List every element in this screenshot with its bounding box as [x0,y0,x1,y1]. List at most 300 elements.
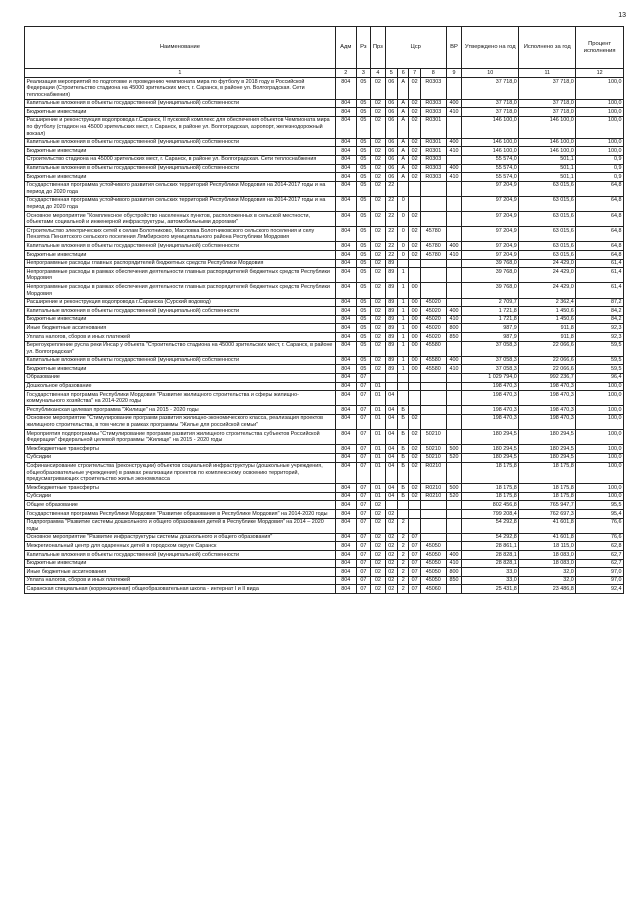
cell-csr-event: 02 [409,147,420,156]
cell-vr [446,78,462,100]
cell-name: Иные бюджетные ассигнования [25,568,336,577]
cell-executed: 18 115,0 [519,542,576,551]
cell-csr-program: 22 [385,242,397,251]
cell-adm: 804 [335,382,356,391]
cell-prz: 02 [371,227,386,242]
cell-vr: 400 [446,99,462,108]
cell-csr-event: 00 [409,333,420,342]
cell-percent: 64,8 [576,251,624,260]
cell-rz: 07 [356,391,371,406]
header-executed: Исполнено за год [519,27,576,69]
cell-csr-event [409,406,420,415]
cell-percent: 100,0 [576,462,624,484]
cell-rz: 05 [356,356,371,365]
cell-csr-program [385,501,397,510]
table-row [25,259,624,268]
cell-csr-direction: 50210 [420,445,446,454]
table-row [25,164,624,173]
cell-csr-event [409,501,420,510]
cell-approved: 28 861,1 [462,542,519,551]
cell-csr-program: 89 [385,341,397,356]
cell-csr-event: 07 [409,568,420,577]
cell-name: Капитальные вложения в объекты государственной (муниципальной) собственности [25,138,336,147]
cell-csr-program [385,382,397,391]
cell-executed: 23 486,8 [519,585,576,594]
table-row [25,307,624,316]
cell-csr-subprogram: Б [398,445,409,454]
cell-csr-event: 00 [409,365,420,374]
table-row [25,391,624,406]
cell-csr-direction: 45780 [420,251,446,260]
cell-csr-direction [420,414,446,429]
cell-csr-event [409,196,420,211]
header-percent: Процент исполнения [576,27,624,69]
table-row [25,462,624,484]
cell-prz: 02 [371,568,386,577]
cell-percent: 61,4 [576,259,624,268]
cell-name: Капитальные вложения в объекты государственной (муниципальной) собственности [25,551,336,560]
cell-prz: 02 [371,181,386,196]
cell-csr-direction: R0303 [420,108,446,117]
cell-vr: 410 [446,108,462,117]
cell-approved: 39 768,0 [462,268,519,283]
cell-executed: 63 015,6 [519,181,576,196]
cell-approved: 198 470,3 [462,406,519,415]
cell-rz: 07 [356,551,371,560]
cell-name: Непрограммные расходы в рамках обеспечения деятельности главных распорядителей бюджетных средств Республики Мордовия [25,283,336,298]
cell-vr [446,259,462,268]
cell-name: Межрегиональный центр для одаренных детей в городском округе Саранск [25,542,336,551]
column-number: 11 [519,69,576,78]
cell-percent: 84,2 [576,315,624,324]
cell-adm: 804 [335,576,356,585]
column-number: 3 [356,69,371,78]
table-row [25,173,624,182]
cell-adm: 804 [335,307,356,316]
cell-vr [446,542,462,551]
cell-prz: 02 [371,533,386,542]
cell-prz: 02 [371,78,386,100]
cell-adm: 804 [335,196,356,211]
cell-rz: 05 [356,365,371,374]
cell-adm: 804 [335,356,356,365]
cell-prz: 01 [371,453,386,462]
cell-csr-event: 02 [409,445,420,454]
cell-executed: 180 294,5 [519,430,576,445]
cell-vr: 410 [446,559,462,568]
cell-percent: 59,5 [576,356,624,365]
column-number: 7 [409,69,420,78]
column-number: 4 [371,69,386,78]
cell-vr: 410 [446,147,462,156]
cell-executed: 198 470,3 [519,391,576,406]
cell-approved: 37 718,0 [462,108,519,117]
cell-approved: 33,0 [462,568,519,577]
cell-percent: 100,0 [576,99,624,108]
cell-rz: 05 [356,78,371,100]
cell-approved: 799 208,4 [462,510,519,519]
cell-rz: 07 [356,430,371,445]
cell-adm: 804 [335,501,356,510]
cell-rz: 05 [356,283,371,298]
cell-prz: 02 [371,585,386,594]
table-row [25,559,624,568]
cell-adm: 804 [335,484,356,493]
cell-percent: 0,9 [576,173,624,182]
cell-csr-subprogram: 0 [398,251,409,260]
table-row [25,356,624,365]
cell-executed: 146 100,0 [519,147,576,156]
cell-name: Непрограммные расходы в рамках обеспечения деятельности главных распорядителей бюджетных средств Республики Мордовия [25,268,336,283]
cell-adm: 804 [335,533,356,542]
cell-executed: 37 718,0 [519,108,576,117]
cell-csr-event [409,518,420,533]
cell-csr-event: 02 [409,462,420,484]
cell-prz: 01 [371,445,386,454]
cell-csr-direction [420,510,446,519]
cell-name: Саранская специальная (коррекционная) общеобразовательная школа - интернат I и II вида [25,585,336,594]
cell-name: Межбюджетные трансферты [25,484,336,493]
cell-executed: 501,1 [519,173,576,182]
cell-rz: 07 [356,453,371,462]
cell-executed: 63 015,6 [519,212,576,227]
cell-approved: 802 456,8 [462,501,519,510]
cell-csr-direction: 45020 [420,298,446,307]
cell-rz: 07 [356,585,371,594]
cell-percent: 87,2 [576,298,624,307]
cell-percent: 100,0 [576,484,624,493]
cell-csr-program: 02 [385,510,397,519]
cell-name: Реализация мероприятий по подготовке и проведению чемпионата мира по футболу в 2018 году в Российской Федерации (Строительство стадиона на 45000 зрительских мест, г. Саранск, в районе ул. Волгоградская. Сети теплоснабжения) [25,78,336,100]
cell-adm: 804 [335,518,356,533]
cell-csr-subprogram: 1 [398,365,409,374]
cell-name: Бюджетные инвестиции [25,147,336,156]
cell-executed: 63 015,6 [519,242,576,251]
cell-csr-program: 89 [385,365,397,374]
cell-executed: 18 083,0 [519,551,576,560]
cell-csr-subprogram: А [398,138,409,147]
cell-adm: 804 [335,164,356,173]
cell-csr-direction [420,533,446,542]
cell-rz: 05 [356,173,371,182]
cell-rz: 07 [356,414,371,429]
cell-executed: 501,1 [519,164,576,173]
cell-executed: 2 362,4 [519,298,576,307]
cell-adm: 804 [335,259,356,268]
cell-vr: 520 [446,492,462,501]
cell-name: Государственная программа Республики Мордовия "Развитие жилищного строительства и сферы жилищно-коммунального хозяйства" на 2014-2020 годы [25,391,336,406]
cell-name: Берегоукрепление русла реки Инсар у объекта "Строительство стадиона на 45000 зрительских мест, г. Саранск, в районе ул. Волгоградская" [25,341,336,356]
cell-executed: 41 601,8 [519,518,576,533]
cell-csr-direction: 45050 [420,559,446,568]
cell-prz: 01 [371,391,386,406]
cell-percent: 76,6 [576,518,624,533]
cell-csr-subprogram: 2 [398,551,409,560]
cell-rz: 05 [356,155,371,164]
cell-csr-event: 02 [409,484,420,493]
cell-csr-program: 89 [385,298,397,307]
cell-approved: 54 292,8 [462,533,519,542]
cell-csr-subprogram: 1 [398,333,409,342]
budget-table [24,26,624,594]
cell-prz: 01 [371,406,386,415]
cell-adm: 804 [335,510,356,519]
cell-csr-subprogram: Б [398,406,409,415]
table-row [25,373,624,382]
cell-rz: 05 [356,307,371,316]
table-row [25,147,624,156]
cell-csr-subprogram: Б [398,484,409,493]
cell-approved: 146 100,0 [462,138,519,147]
cell-executed: 63 015,6 [519,196,576,211]
cell-executed: 24 429,0 [519,259,576,268]
cell-csr-event: 02 [409,492,420,501]
cell-vr [446,406,462,415]
cell-csr-program: 04 [385,406,397,415]
cell-csr-subprogram: 2 [398,585,409,594]
cell-prz: 02 [371,356,386,365]
cell-prz: 02 [371,333,386,342]
cell-rz: 05 [356,181,371,196]
cell-executed: 146 100,0 [519,138,576,147]
cell-percent: 62,8 [576,542,624,551]
table-row [25,533,624,542]
cell-percent: 0,9 [576,164,624,173]
cell-csr-program: 02 [385,559,397,568]
cell-csr-event [409,391,420,406]
table-row [25,315,624,324]
cell-adm: 804 [335,116,356,138]
cell-name: Уплата налогов, сборов и иных платежей [25,576,336,585]
cell-prz: 02 [371,138,386,147]
cell-vr [446,155,462,164]
cell-csr-subprogram [398,501,409,510]
cell-vr [446,268,462,283]
cell-csr-program: 02 [385,551,397,560]
cell-vr [446,196,462,211]
cell-approved: 18 175,8 [462,484,519,493]
table-row [25,251,624,260]
header-name: Наименование [25,27,336,69]
cell-csr-direction [420,373,446,382]
cell-vr: 800 [446,568,462,577]
cell-csr-program: 04 [385,453,397,462]
cell-csr-direction [420,518,446,533]
column-number: 1 [25,69,336,78]
cell-vr [446,585,462,594]
cell-csr-subprogram: 2 [398,542,409,551]
column-number: 12 [576,69,624,78]
cell-approved: 39 768,0 [462,283,519,298]
cell-approved: 2 709,7 [462,298,519,307]
cell-approved: 1 721,8 [462,307,519,316]
cell-csr-event [409,373,420,382]
cell-vr [446,430,462,445]
cell-name: Капитальные вложения в объекты государственной (муниципальной) собственности [25,242,336,251]
cell-executed: 1 450,6 [519,315,576,324]
cell-rz: 05 [356,298,371,307]
cell-prz: 02 [371,315,386,324]
table-row [25,568,624,577]
cell-csr-subprogram: Б [398,492,409,501]
cell-csr-subprogram: 1 [398,324,409,333]
cell-csr-program: 04 [385,492,397,501]
cell-rz: 05 [356,138,371,147]
cell-csr-direction: R0303 [420,155,446,164]
cell-csr-direction [420,181,446,196]
cell-executed: 24 429,0 [519,268,576,283]
cell-csr-direction: R0210 [420,462,446,484]
table-header-row [25,27,624,69]
cell-percent: 62,7 [576,559,624,568]
cell-adm: 804 [335,147,356,156]
cell-csr-subprogram: Б [398,453,409,462]
cell-csr-direction: 45020 [420,315,446,324]
cell-csr-event: 02 [409,155,420,164]
cell-rz: 05 [356,108,371,117]
cell-executed: 180 294,5 [519,445,576,454]
cell-executed: 18 175,8 [519,462,576,484]
cell-adm: 804 [335,324,356,333]
cell-prz [371,373,386,382]
cell-vr [446,382,462,391]
cell-csr-subprogram: 1 [398,356,409,365]
cell-approved: 97 204,9 [462,181,519,196]
cell-executed: 41 601,8 [519,533,576,542]
cell-adm: 804 [335,298,356,307]
cell-csr-event: 07 [409,576,420,585]
cell-csr-program: 06 [385,138,397,147]
cell-csr-event: 07 [409,559,420,568]
cell-percent: 64,8 [576,227,624,242]
cell-name: Основное мероприятие "Стимулирование программ развития жилищно-экономического класса, реализация проектов жилищного строительства, в том числе в рамках программы "Жилье для российской семьи" [25,414,336,429]
cell-percent: 100,0 [576,453,624,462]
cell-name: Бюджетные инвестиции [25,559,336,568]
cell-vr [446,298,462,307]
cell-approved: 146 100,0 [462,116,519,138]
cell-csr-program: 06 [385,116,397,138]
cell-name: Республиканская целевая программа "Жилище" на 2015 - 2020 годы [25,406,336,415]
cell-csr-subprogram: А [398,99,409,108]
cell-adm: 804 [335,492,356,501]
cell-csr-subprogram: 0 [398,212,409,227]
cell-vr [446,462,462,484]
cell-csr-direction: 45020 [420,307,446,316]
cell-name: Общее образование [25,501,336,510]
cell-csr-subprogram: 1 [398,268,409,283]
cell-csr-direction [420,283,446,298]
cell-rz: 07 [356,542,371,551]
cell-executed: 22 066,6 [519,365,576,374]
cell-vr [446,227,462,242]
cell-vr [446,341,462,356]
cell-csr-event: 02 [409,242,420,251]
cell-prz: 02 [371,365,386,374]
table-row [25,585,624,594]
cell-percent: 100,0 [576,391,624,406]
cell-approved: 18 175,8 [462,492,519,501]
cell-approved: 97 204,9 [462,196,519,211]
cell-prz: 02 [371,196,386,211]
cell-csr-subprogram: А [398,108,409,117]
cell-executed: 37 718,0 [519,78,576,100]
cell-adm: 804 [335,108,356,117]
cell-approved: 987,9 [462,324,519,333]
cell-csr-direction: R0303 [420,99,446,108]
column-number: 10 [462,69,519,78]
cell-executed: 22 066,6 [519,341,576,356]
cell-csr-event: 00 [409,307,420,316]
cell-name: Капитальные вложения в объекты государственной (муниципальной) собственности [25,99,336,108]
cell-vr [446,116,462,138]
cell-name: Государственная программа устойчивого развития сельских территорий Республики Мордовия на 2014-2017 годы и на период до 2020 года [25,181,336,196]
cell-csr-event: 02 [409,108,420,117]
table-row [25,518,624,533]
cell-prz: 01 [371,430,386,445]
cell-csr-direction: 45780 [420,227,446,242]
cell-csr-event: 02 [409,251,420,260]
cell-percent: 100,0 [576,430,624,445]
cell-csr-direction: R0301 [420,147,446,156]
cell-adm: 804 [335,212,356,227]
cell-executed: 22 066,6 [519,356,576,365]
cell-vr [446,373,462,382]
cell-csr-direction: 45580 [420,341,446,356]
cell-rz: 05 [356,99,371,108]
cell-csr-event: 00 [409,356,420,365]
cell-csr-program: 22 [385,251,397,260]
cell-approved: 97 204,9 [462,212,519,227]
cell-rz: 05 [356,315,371,324]
table-row [25,406,624,415]
cell-percent: 0,9 [576,155,624,164]
cell-csr-direction: 45780 [420,242,446,251]
column-number-row [25,69,624,78]
cell-csr-direction [420,501,446,510]
cell-csr-direction: 45050 [420,542,446,551]
cell-csr-program [385,373,397,382]
cell-percent: 61,4 [576,283,624,298]
cell-csr-subprogram: А [398,173,409,182]
cell-prz: 02 [371,324,386,333]
table-row [25,227,624,242]
cell-percent: 92,3 [576,333,624,342]
cell-csr-direction: R0301 [420,116,446,138]
cell-csr-direction: R0303 [420,164,446,173]
cell-vr: 400 [446,551,462,560]
cell-executed: 18 175,8 [519,492,576,501]
cell-name: Государственная программа Республики Мордовия "Развитие образования в Республике Мордовия" на 2014-2020 годы [25,510,336,519]
table-row [25,242,624,251]
cell-csr-event: 02 [409,430,420,445]
cell-csr-event: 00 [409,324,420,333]
cell-name: Капитальные вложения в объекты государственной (муниципальной) собственности [25,307,336,316]
cell-name: Расширение и реконструкция водопровода г.Саранск, II пусковой комплекс для обеспечения объектов Чемпионата мира по футболу (стадион на 45000 зрительских мест, г. Саранск, в районе ул. Волгоградская, аэропорт, железнодорожный вокзал) [25,116,336,138]
cell-percent: 97,0 [576,568,624,577]
cell-csr-event: 00 [409,283,420,298]
cell-prz: 01 [371,492,386,501]
cell-approved: 54 292,8 [462,518,519,533]
cell-csr-event: 07 [409,585,420,594]
table-row [25,501,624,510]
cell-csr-program: 06 [385,108,397,117]
cell-csr-direction [420,212,446,227]
cell-prz: 02 [371,116,386,138]
cell-percent: 100,0 [576,414,624,429]
cell-executed: 198 470,3 [519,382,576,391]
cell-vr [446,533,462,542]
cell-rz: 07 [356,501,371,510]
